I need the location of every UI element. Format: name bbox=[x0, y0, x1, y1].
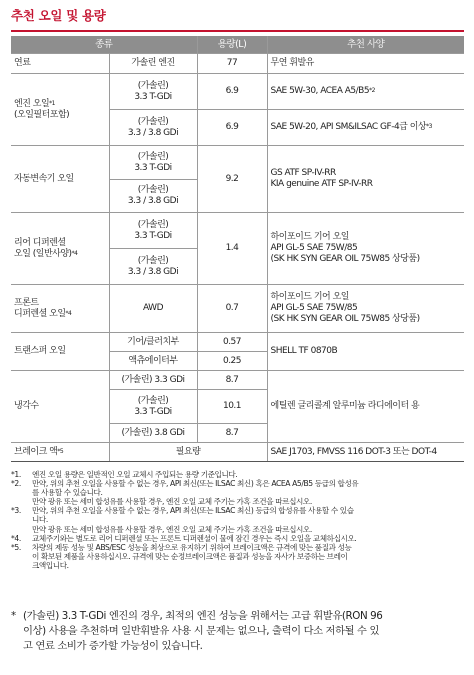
transfer-capacity-1: 0.57 bbox=[197, 333, 267, 352]
rear-diff-engine-1: (가솔린) 3.3 T-GDi bbox=[109, 213, 197, 249]
engine-oil-spec-2: SAE 5W-20, API SM&ILSAC GF-4급 이상$^{*3}$ bbox=[267, 110, 464, 146]
table-row-brake bbox=[11, 443, 464, 462]
transfer-part-1: 기어/클러치부 bbox=[109, 333, 197, 352]
fuel-engine: 가솔린 엔진 bbox=[109, 54, 197, 74]
footnote-2: *2. 만약, 위의 추천 오일을 사용할 수 없는 경우, API 최신(또는 ILSAC 최신) 혹은 ACEA A5/B5 등급의 합성유 를 사용할 수 있습니다. 만약 광유 또는 세미 합성유를 사용할 경우, 엔진 오일 교체 주기는 가혹 조건을 따르십시오. bbox=[11, 479, 359, 507]
transmission-name: 자동변속기 오일 bbox=[11, 146, 109, 213]
footer-note: * (가솔린) 3.3 T-GDi 엔진의 경우, 최적의 엔진 성능을 위해서는 고급 휘발유(RON 96 이상) 사용을 추천하며 일반휘발유 사용 시 문제는 없으나, 출력이 다소 저하될 수 있 고 연료 소비가 증가할 가능성이 있습니다. bbox=[11, 610, 383, 652]
table-row-engine-oil-1 bbox=[11, 74, 464, 110]
transfer-name: 트랜스퍼 오일 bbox=[11, 333, 109, 371]
oil-capacity-table bbox=[11, 36, 464, 462]
title-rule bbox=[11, 30, 464, 32]
transmission-engine-1: (가솔린) 3.3 T-GDi bbox=[109, 146, 197, 180]
coolant-spec: 에틸렌 글리콜계 알루미늄 라디에이터 용 bbox=[267, 371, 464, 443]
coolant-engine-3: (가솔린) 3.8 GDi bbox=[109, 424, 197, 443]
transfer-capacity-2: 0.25 bbox=[197, 352, 267, 371]
coolant-name: 냉각수 bbox=[11, 371, 109, 443]
front-diff-capacity: 0.7 bbox=[197, 285, 267, 333]
brake-capacity: 필요량 bbox=[109, 443, 267, 462]
brake-name: 브레이크 액$^{*5}$ bbox=[11, 443, 109, 462]
footnote-4: *4. 교체주기와는 별도로 리어 디퍼렌셜 또는 프론트 디퍼렌셜이 물에 잠긴 경우는 즉시 오일을 교체하십시오. bbox=[11, 533, 357, 543]
engine-oil-capacity-1: 6.9 bbox=[197, 74, 267, 110]
rear-diff-spec: 하이포이드 기어 오일 API GL-5 SAE 75W/85 (SK HK SYN GEAR OIL 75W85 상당품) bbox=[267, 213, 464, 285]
coolant-capacity-1: 8.7 bbox=[197, 371, 267, 390]
table-header-row bbox=[11, 36, 464, 54]
coolant-capacity-3: 8.7 bbox=[197, 424, 267, 443]
front-diff-name: 프론트 디퍼렌셜 오일$^{*4}$ bbox=[11, 285, 109, 333]
page-title: 추천 오일 및 용량 bbox=[11, 8, 106, 23]
fuel-capacity: 77 bbox=[197, 54, 267, 74]
coolant-engine-1: (가솔린) 3.3 GDi bbox=[109, 371, 197, 390]
table-row-transfer-1 bbox=[11, 333, 464, 352]
header-capacity: 용량(L) bbox=[197, 36, 267, 54]
transmission-engine-2: (가솔린) 3.3 / 3.8 GDi bbox=[109, 180, 197, 213]
brake-spec: SAE J1703, FMVSS 116 DOT-3 또는 DOT-4 bbox=[267, 443, 464, 462]
table-row-coolant-1 bbox=[11, 371, 464, 390]
footnote-5: *5. 차량의 제동 성능 및 ABS/ESC 성능을 최상으로 유지하기 위하여 브레이크액은 규격에 맞는 품질과 성능 이 확보된 제품을 사용하십시오. 규격에 맞는 순정브레이크액은 품질과 성능을 자사가 보증하는 브레이 크액입니다. bbox=[11, 542, 352, 570]
transfer-part-2: 액츄에이터부 bbox=[109, 352, 197, 371]
footnotes bbox=[11, 470, 464, 570]
table-row-front-diff bbox=[11, 285, 464, 333]
engine-oil-name: 엔진 오일$^{*1}$ (오일필터포함) bbox=[11, 74, 109, 146]
front-diff-spec: 하이포이드 기어 오일 API GL-5 SAE 75W/85 (SK HK SYN GEAR OIL 75W85 상당품) bbox=[267, 285, 464, 333]
transfer-spec: SHELL TF 0870B bbox=[267, 333, 464, 371]
header-type: 종류 bbox=[11, 36, 197, 54]
engine-oil-spec-1: SAE 5W-30, ACEA A5/B5$^{*2}$ bbox=[267, 74, 464, 110]
engine-oil-engine-1: (가솔린) 3.3 T-GDi bbox=[109, 74, 197, 110]
transmission-capacity: 9.2 bbox=[197, 146, 267, 213]
transmission-spec: GS ATF SP-IV-RR KIA genuine ATF SP-IV-RR bbox=[267, 146, 464, 213]
footnote-1: *1. 엔진 오일 용량은 일반적인 오일 교체시 주입되는 용량 기준입니다. bbox=[11, 470, 238, 479]
footnote-3: *3. 만약, 위의 추천 오일을 사용할 수 없는 경우, API 최신(또는 ILSAC 최신) 등급의 합성유를 사용할 수 있습 니다. 만약 광유 또는 세미 합성유를 사용할 경우, 엔진 오일 교체 주기는 가혹 조건을 따르십시오. bbox=[11, 506, 354, 534]
engine-oil-capacity-2: 6.9 bbox=[197, 110, 267, 146]
coolant-engine-2: (가솔린) 3.3 T-GDi bbox=[109, 390, 197, 424]
front-diff-engine: AWD bbox=[109, 285, 197, 333]
rear-diff-engine-2: (가솔린) 3.3 / 3.8 GDi bbox=[109, 249, 197, 285]
table-row-rear-diff-1 bbox=[11, 213, 464, 249]
table-row-transmission-1 bbox=[11, 146, 464, 180]
header-spec: 추천 사양 bbox=[267, 36, 464, 54]
fuel-spec: 무연 휘발유 bbox=[267, 54, 464, 74]
coolant-capacity-2: 10.1 bbox=[197, 390, 267, 424]
fuel-name: 연료 bbox=[11, 54, 109, 74]
engine-oil-engine-2: (가솔린) 3.3 / 3.8 GDi bbox=[109, 110, 197, 146]
table-row-fuel bbox=[11, 54, 464, 74]
rear-diff-name: 리어 디퍼렌셜 오일 (일반사양)$^{*4}$ bbox=[11, 213, 109, 285]
rear-diff-capacity: 1.4 bbox=[197, 213, 267, 285]
